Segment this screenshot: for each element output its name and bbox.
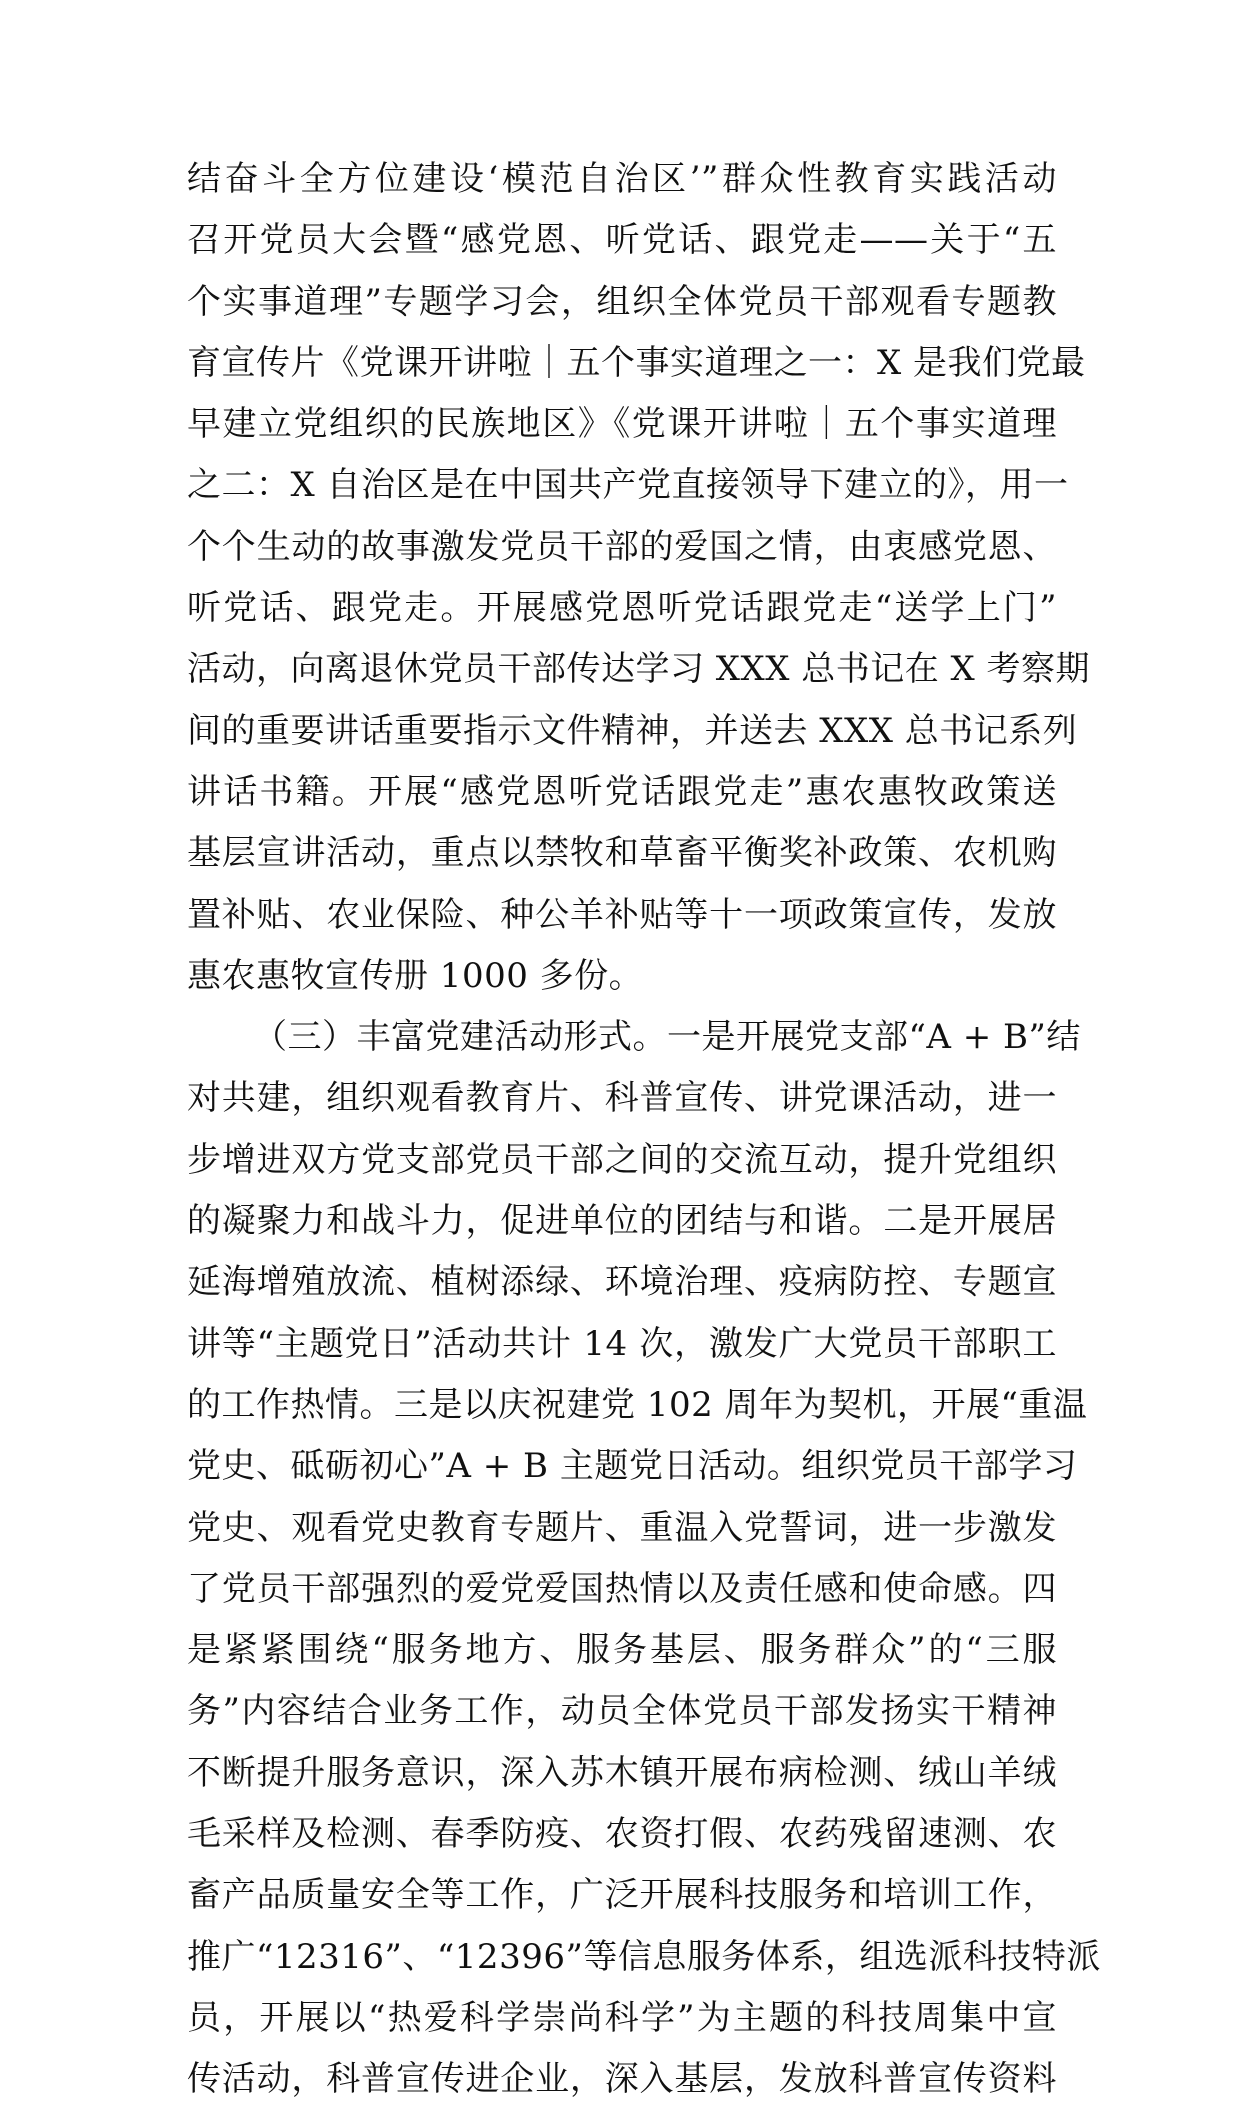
text-line: 的工作热情。三是以庆祝建党 102 周年为契机，开展“重温	[187, 1384, 1088, 1425]
text-line: 毛采样及检测、春季防疫、农资打假、农药残留速测、农	[187, 1814, 1057, 1855]
text-line: 结奋斗全方位建设‘模范自治区’”群众性教育实践活动	[187, 159, 1057, 199]
text-line: 推广“12316”、“12396”等信息服务体系，组选派科技特派	[187, 1936, 1101, 1977]
paragraph-end-line: 惠农惠牧宣传册 1000 多份。	[187, 955, 644, 996]
text-line: 讲等“主题党日”活动共计 14 次，激发广大党员干部职工	[187, 1323, 1057, 1364]
text-line: 畜产品质量安全等工作，广泛开展科技服务和培训工作，	[187, 1875, 1057, 1916]
text-line: 党史、砥砺初心”A + B 主题党日活动。组织党员干部学习	[187, 1446, 1078, 1487]
text-line: 延海增殖放流、植树添绿、环境治理、疫病防控、专题宣	[187, 1262, 1057, 1303]
text-line: 个个生动的故事激发党员干部的爱国之情，由衷感党恩、	[187, 526, 1057, 567]
text-line: 之二：X 自治区是在中国共产党直接领导下建立的》，用一	[187, 465, 1069, 506]
text-line: 召开党员大会暨“感党恩、听党话、跟党走——关于“五	[187, 220, 1057, 261]
text-line: 的凝聚力和战斗力，促进单位的团结与和谐。二是开展居	[187, 1201, 1057, 1242]
text-line: 党史、观看党史教育专题片、重温入党誓词，进一步激发	[187, 1507, 1057, 1548]
text-line: 基层宣讲活动，重点以禁牧和草畜平衡奖补政策、农机购	[187, 833, 1057, 874]
text-line: 间的重要讲话重要指示文件精神，并送去 XXX 总书记系列	[187, 710, 1078, 751]
text-line: 不断提升服务意识，深入苏木镇开展布病检测、绒山羊绒	[187, 1752, 1057, 1793]
text-line: 讲话书籍。开展“感党恩听党话跟党走”惠农惠牧政策送	[187, 771, 1057, 812]
text-line: 听党话、跟党走。开展感党恩听党话跟党走“送学上门”	[187, 588, 1057, 629]
text-line: 传活动，科普宣传进企业，深入基层，发放科普宣传资料	[187, 2059, 1057, 2100]
text-line: 早建立党组织的民族地区》《党课开讲啦｜五个事实道理	[187, 404, 1057, 445]
text-line: 置补贴、农业保险、种公羊补贴等十一项政策宣传，发放	[187, 894, 1057, 935]
section-heading-line: （三）丰富党建活动形式。一是开展党支部“A + B”结	[253, 1017, 1081, 1058]
text-line: 对共建，组织观看教育片、科普宣传、讲党课活动，进一	[187, 1078, 1057, 1119]
text-line: 个实事道理”专题学习会，组织全体党员干部观看专题教	[187, 281, 1057, 322]
text-line: 育宣传片《党课开讲啦｜五个事实道理之一：X 是我们党最	[187, 342, 1086, 383]
body-text	[187, 149, 1101, 2111]
text-line: 了党员干部强烈的爱党爱国热情以及责任感和使命感。四	[187, 1568, 1057, 1609]
text-line: 是紧紧围绕“服务地方、服务基层、服务群众”的“三服	[187, 1630, 1057, 1671]
text-line: 务”内容结合业务工作，动员全体党员干部发扬实干精神	[187, 1691, 1057, 1732]
text-line: 员，开展以“热爱科学崇尚科学”为主题的科技周集中宣	[187, 1997, 1057, 2038]
text-line: 步增进双方党支部党员干部之间的交流互动，提升党组织	[187, 1139, 1057, 1180]
text-line: 活动，向离退休党员干部传达学习 XXX 总书记在 X 考察期	[187, 649, 1091, 690]
